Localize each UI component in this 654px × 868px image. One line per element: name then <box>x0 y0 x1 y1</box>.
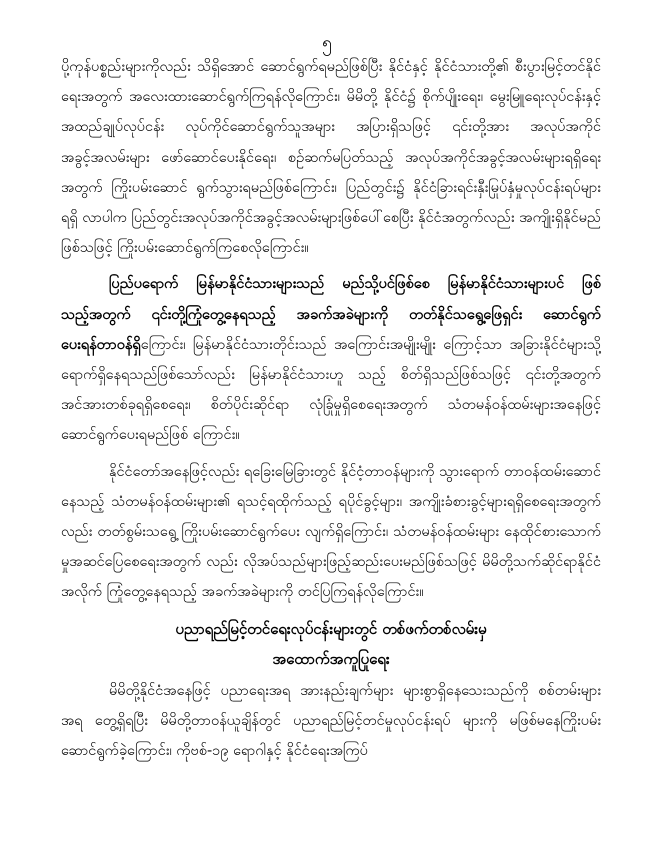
section-heading <box>61 614 601 674</box>
paragraph-2-bold: ပြည်ပရောက် မြန်မာနိုင်ငံသားများသည် မည်သို့ပင်ဖြစ်စေ မြန်မာနိုင်ငံသားများပင် ဖြစ်သည့်အတွက် ၎င်းတို့ကြုံတွေ့နေရသည့် အခက်အခဲများကို တတ်နိုင်သရွေ့ဖြေရှင်း ဆောင်ရွက်ပေးရန်တာဝန်ရှိ <box>61 276 601 353</box>
paragraph-2-text: ကြောင်း၊ မြန်မာနိုင်ငံသားတိုင်းသည် အကြောင်းအမျိုးမျိုး ကြောင့်သာ အခြားနိုင်ငံများသို့ ရောက်ရှိနေရသည်ဖြစ်သော်လည်း မြန်မာနိုင်ငံသားဟူ သည့် စိတ်ရှိသည်ဖြစ်သဖြင့် ၎င်းတို့အတွက် အင်အားတစ်ခုရရှိစေရေး၊ စိတ်ပိုင်းဆိုင်ရာ လုံခြုံမှုရှိစေရေးအတွက် သံတမန်ဝန်ထမ်းများအနေဖြင့် ဆောင်ရွက်ပေးရမည်ဖြစ် ကြောင်း။ <box>61 336 601 444</box>
paragraph-4: မိမိတို့နိုင်ငံအနေဖြင့် ပညာရေးအရ အားနည်းချက်များ များစွာရှိနေသေးသည်ကို စစ်တမ်းများအရ တွေ့ရှိရပြီး မိမိတို့တာဝန်ယူချိန်တွင် ပညာရည်မြင့်တင်မှုလုပ်ငန်းရပ် များကို မဖြစ်မနေကြိုးပမ်းဆောင်ရွက်ခဲ့ကြောင်း၊ ကိုဗစ်-၁၉ ရောဂါနှင့် နိုင်ငံရေးအကြပ် <box>61 682 601 760</box>
section-heading-line-1: ပညာရည်မြင့်တင်ရေးလုပ်ငန်းများတွင် တစ်ဖက်တစ်လမ်းမှ <box>175 619 487 638</box>
section-heading-line-2: အထောက်အကူပြုရေး <box>272 649 390 668</box>
document-body <box>61 52 601 772</box>
paragraph-3: နိုင်ငံတော်အနေဖြင့်လည်း ရခြေးမြေခြားတွင် နိုင်ငံ့တာဝန်များကို သွားရောက် တာဝန်ထမ်းဆောင်နေသည့် သံတမန်ဝန်ထမ်းများ၏ ရသင့်ရထိုက်သည့် ရပိုင်ခွင့်များ၊ အကျိုးခံစားခွင့်များရရှိစေရေးအတွက်လည်း တတ်စွမ်းသရွေ့ ကြိုးပမ်းဆောင်ရွက်ပေး လျက်ရှိကြောင်း၊ သံတမန်ဝန်ထမ်းများ နေထိုင်စားသောက်မှုအဆင်ပြေစေရေးအတွက် လည်း လိုအပ်သည်များဖြည့်ဆည်းပေးမည်ဖြစ်သဖြင့် မိမိတို့သက်ဆိုင်ရာနိုင်ငံအလိုက် ကြုံတွေ့နေရသည့် အခက်အခဲများကို တင်ပြကြရန်လိုကြောင်း။ <box>61 463 601 601</box>
paragraph-1: ပို့ကုန်ပစ္စည်းများကိုလည်း သိရှိအောင် ဆောင်ရွက်ရမည်ဖြစ်ပြီး နိုင်ငံနှင့် နိုင်ငံသားတို့၏ စီးပွားမြင့်တင်နိုင်ရေးအတွက် အလေးထားဆောင်ရွက်ကြရန်လိုကြောင်း၊ မိမိတို့ နိုင်ငံ၌ စိုက်ပျိုးရေး၊ မွေးမြူရေးလုပ်ငန်းနှင့် အထည်ချုပ်လုပ်ငန်း လုပ်ကိုင်ဆောင်ရွက်သူအများ အပြားရှိသဖြင့် ၎င်းတို့အား အလုပ်အကိုင်အခွင့်အလမ်းများ ဖော်ဆောင်ပေးနိုင်ရေး၊ စဉ်ဆက်မပြတ်သည့် အလုပ်အကိုင်အခွင့်အလမ်းများရရှိရေးအတွက် ကြိုးပမ်းဆောင် ရွက်သွားရမည်ဖြစ်ကြောင်း၊ ပြည်တွင်း၌ နိုင်ငံခြားရင်းနှီးမြုပ်နှံမှုလုပ်ငန်းရပ်များ ရရှိ လာပါက ပြည်တွင်းအလုပ်အကိုင်အခွင့်အလမ်းများဖြစ်ပေါ်စေပြီး နိုင်ငံအတွက်လည်း အကျိုးရှိနိုင်မည်ဖြစ်သဖြင့် ကြိုးပမ်းဆောင်ရွက်ကြစေလိုကြောင်း။ <box>61 59 601 257</box>
page-number: ၅ <box>321 32 333 53</box>
paragraph-2 <box>61 269 601 450</box>
